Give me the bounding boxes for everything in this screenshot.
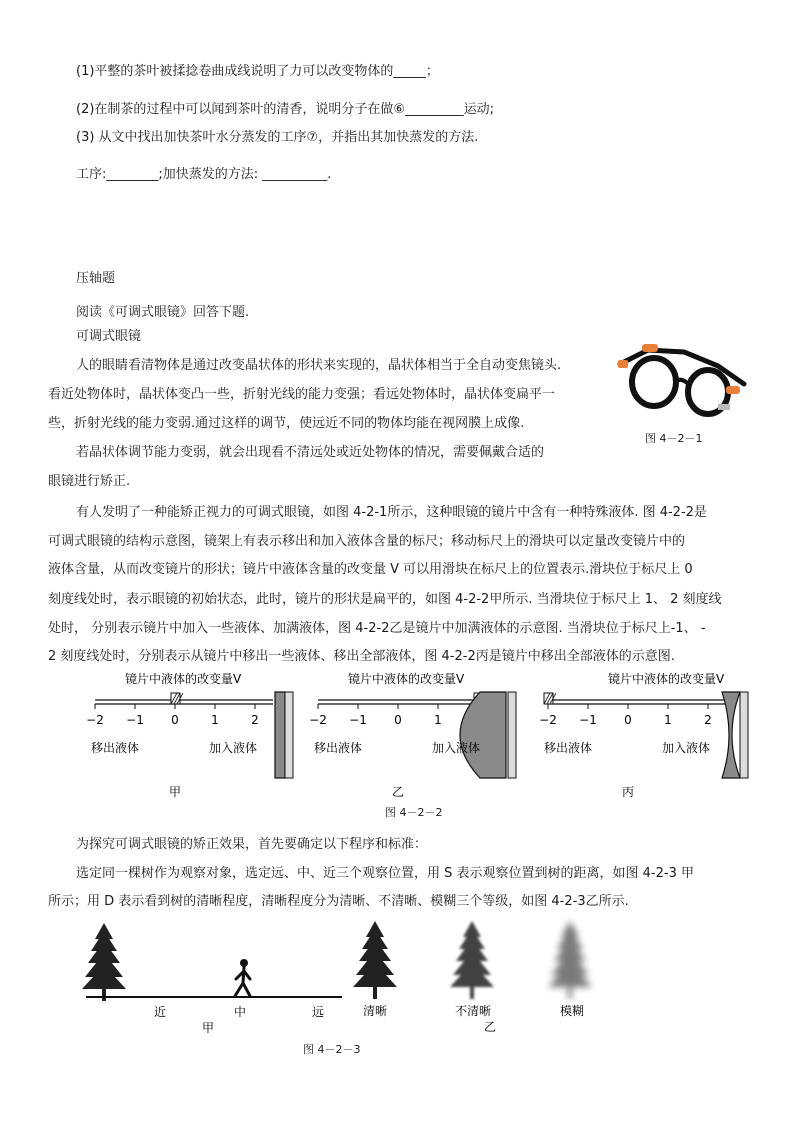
scale-tick-label: 1 bbox=[211, 713, 219, 727]
question-3: (3) 从文中找出加快茶叶水分蒸发的工序⑦，并指出其加快蒸发的方法. bbox=[76, 130, 479, 145]
unclear-tree-icon bbox=[450, 921, 494, 999]
clarity-clear: 清晰 bbox=[362, 1004, 388, 1018]
figure-4-2-3 bbox=[0, 915, 793, 1065]
position-middle: 中 bbox=[233, 1005, 247, 1019]
glasses-illustration bbox=[614, 330, 756, 422]
article-line: 选定同一棵树作为观察对象，选定远、中、近三个观察位置，用 S 表示观察位置到树的距离，如图 4-2-3 甲 bbox=[76, 866, 694, 881]
scale-panel bbox=[309, 671, 516, 799]
scale-tick-label: 0 bbox=[171, 713, 179, 727]
scale-tick-label: −1 bbox=[349, 713, 367, 727]
article-line: 可调式眼镜的结构示意图，镜架上有表示移出和加入液体含量的标尺；移动标尺上的滑块可以定量改变镜片中的 bbox=[48, 534, 686, 549]
article-line: 2 刻度线处时，分别表示从镜片中移出一些液体、移出全部液体，图 4-2-2丙是镜片中移出全部液体的示意图. bbox=[48, 649, 675, 664]
figure-4-2-2 bbox=[0, 668, 793, 818]
question-1: (1)平整的茶叶被揉捻卷曲成线说明了力可以改变物体的_____； bbox=[76, 64, 439, 79]
remove-liquid-label: 移出液体 bbox=[313, 741, 363, 755]
article-title: 可调式眼镜 bbox=[76, 329, 142, 344]
lens-frame bbox=[285, 692, 293, 778]
scale-title: 镜片中液体的改变量V bbox=[608, 672, 725, 686]
add-liquid-label: 加入液体 bbox=[661, 741, 711, 755]
observation-scene bbox=[82, 923, 342, 1001]
tree-icon bbox=[82, 923, 126, 1001]
panel-label-b: 乙 bbox=[483, 1020, 497, 1034]
scale-tick-label: 2 bbox=[251, 713, 259, 727]
panel-label: 乙 bbox=[391, 785, 405, 799]
question-2: (2)在制茶的过程中可以闻到茶叶的清香，说明分子在做⑥_________运动; bbox=[76, 102, 494, 117]
clear-tree-icon bbox=[353, 921, 397, 999]
lens-frame bbox=[740, 692, 748, 778]
scale-tick-label: 0 bbox=[394, 713, 402, 727]
lens-frame bbox=[508, 692, 516, 778]
panel-label: 丙 bbox=[621, 785, 635, 799]
scale-tick-label: 1 bbox=[664, 713, 672, 727]
scale-panel bbox=[539, 671, 748, 799]
lens-shape bbox=[275, 692, 285, 778]
article-line: 为探究可调式眼镜的矫正效果，首先要确定以下程序和标准： bbox=[76, 837, 428, 852]
article-line: 人的眼睛看清物体是通过改变晶状体的形状来实现的，晶状体相当于全自动变焦镜头. bbox=[76, 358, 562, 373]
scale-title: 镜片中液体的改变量V bbox=[348, 672, 465, 686]
article-line: 有人发明了一种能矫正视力的可调式眼镜，如图 4-2-1所示，这种眼镜的镜片中含有一种特殊液体. 图 4-2-2是 bbox=[76, 505, 707, 520]
scale-diagrams bbox=[0, 668, 793, 808]
article-line: 液体含量，从而改变镜片的形状；镜片中液体含量的改变量 V 可以用滑块在标尺上的位置表示.滑块位于标尺上 0 bbox=[48, 562, 693, 577]
scale-tick-label: 0 bbox=[624, 713, 632, 727]
figure-4-2-1-caption: 图 4－2－1 bbox=[645, 432, 703, 445]
clarity-unclear: 不清晰 bbox=[454, 1004, 492, 1018]
article-line: 眼镜进行矫正. bbox=[48, 474, 131, 489]
article-line: 些，折射光线的能力变弱.通过这样的调节，使远近不同的物体均能在视网膜上成像. bbox=[48, 416, 525, 431]
lens-shape bbox=[722, 692, 740, 778]
walking-person-icon bbox=[235, 959, 250, 996]
figure-4-2-3-caption: 图 4－2－3 bbox=[303, 1043, 361, 1056]
article-line: 若晶状体调节能力变弱，就会出现看不清远处或近处物体的情况，需要佩戴合适的 bbox=[76, 445, 545, 460]
add-liquid-label: 加入液体 bbox=[431, 741, 481, 755]
scale-tick-label: −1 bbox=[126, 713, 144, 727]
scale-panel bbox=[86, 671, 293, 799]
scale-tick-label: −1 bbox=[579, 713, 597, 727]
panel-label: 甲 bbox=[168, 785, 182, 799]
reading-instruction: 阅读《可调式眼镜》回答下题. bbox=[76, 305, 250, 320]
scale-tick-label: −2 bbox=[309, 713, 327, 727]
lens-shape bbox=[460, 692, 506, 778]
article-line: 刻度线处时，表示眼镜的初始状态，此时，镜片的形状是扁平的，如图 4-2-2甲所示. 当滑块位于标尺上 1、 2 刻度线 bbox=[48, 592, 722, 607]
scale-tick-label: 2 bbox=[704, 713, 712, 727]
scale-tick-label: −2 bbox=[539, 713, 557, 727]
section-heading: 压轴题 bbox=[76, 271, 116, 286]
scale-title: 镜片中液体的改变量V bbox=[125, 672, 242, 686]
position-near: 近 bbox=[153, 1005, 167, 1019]
article-line: 处时， 分别表示镜片中加入一些液体、加满液体，图 4-2-2乙是镜片中加满液体的示意图. 当滑块位于标尺上-1、 - bbox=[48, 621, 706, 636]
blurry-tree-icon bbox=[548, 921, 592, 999]
remove-liquid-label: 移出液体 bbox=[543, 741, 593, 755]
scale-tick-label: −2 bbox=[86, 713, 104, 727]
article-line: 看近处物体时，晶状体变凸一些，折射光线的能力变强；看远处物体时，晶状体变扁平一 bbox=[48, 387, 556, 402]
add-liquid-label: 加入液体 bbox=[208, 741, 258, 755]
clarity-blurry: 模糊 bbox=[559, 1004, 585, 1018]
article-line: 所示；用 D 表示看到树的清晰程度，清晰程度分为清晰、不清晰、模糊三个等级，如图 4-2-3乙所示. bbox=[48, 894, 629, 909]
question-3-answer: 工序:________;加快蒸发的方法: __________. bbox=[76, 167, 332, 182]
remove-liquid-label: 移出液体 bbox=[90, 741, 140, 755]
figure-4-2-2-caption: 图 4－2－2 bbox=[385, 806, 443, 819]
scale-tick-label: 1 bbox=[434, 713, 442, 727]
panel-label-a: 甲 bbox=[201, 1021, 215, 1035]
position-far: 远 bbox=[311, 1005, 325, 1019]
